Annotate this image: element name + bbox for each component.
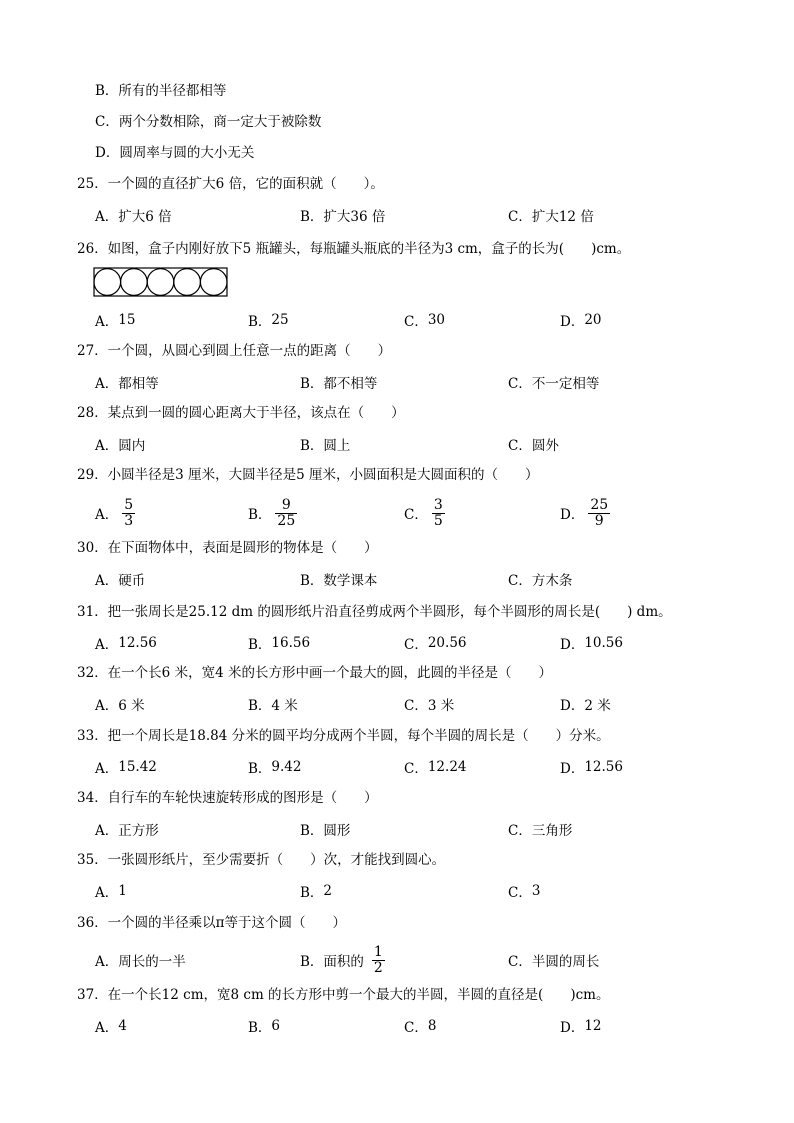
question-text: ．一个圆的半径乘以π等于这个圆（ ） (94, 915, 347, 931)
options-29 (95, 491, 754, 535)
question-35 (77, 851, 445, 869)
fraction: $\frac{1}{2}$ (373, 943, 383, 976)
option-c[interactable]: C． 方木条 (508, 573, 573, 589)
option-d[interactable]: D． $\frac{25}{9}$ (560, 496, 609, 529)
option-c[interactable]: C． $\frac{3}{5}$ (404, 496, 443, 529)
question-number: 32 (77, 665, 95, 681)
options-33 (95, 750, 754, 784)
question-26 (77, 240, 630, 258)
options-28 (95, 427, 754, 461)
option-a[interactable]: A． 4 (95, 1018, 127, 1036)
options-26 (95, 303, 754, 337)
can-circle (121, 269, 148, 296)
question-number: 25 (77, 176, 95, 192)
option-d[interactable]: D． 20 (560, 312, 602, 330)
question-25 (77, 175, 384, 193)
question-number: 36 (77, 915, 95, 931)
option-b[interactable]: B． 2 (300, 883, 333, 901)
box-outline (94, 268, 227, 296)
option-b[interactable]: B． 圆上 (300, 438, 351, 454)
question-text: ．自行车的车轮快速旋转形成的图形是（ ） (94, 790, 378, 806)
fraction: $\frac{9}{25}$ (277, 496, 296, 529)
option-a[interactable]: A． 15 (95, 312, 136, 330)
question-number: 35 (77, 852, 95, 868)
option-a[interactable]: A． $\frac{5}{3}$ (95, 496, 134, 529)
option-c[interactable]: C． 扩大12 倍 (508, 209, 594, 225)
option-b[interactable]: B． $\frac{9}{25}$ (248, 496, 296, 529)
option-b[interactable]: B． 16.56 (248, 635, 311, 653)
options-32 (95, 687, 754, 721)
question-text: ．在一个长12 cm，宽8 cm 的长方形中剪一个最大的半圆，半圆的直径是( )cm。 (94, 987, 610, 1003)
option-b[interactable]: B． 扩大36 倍 (300, 209, 386, 225)
question-27 (77, 342, 391, 360)
question-text: ．一个圆的直径扩大6 倍，它的面积就（ ）。 (94, 176, 384, 192)
question-number: 29 (77, 467, 95, 483)
options-36 (95, 938, 754, 982)
option-b[interactable]: B． 4 米 (248, 698, 298, 714)
option-a[interactable]: A． 周长的一半 (95, 954, 186, 970)
question-text: ．小圆半径是3 厘米，大圆半径是5 厘米，小圆面积是大圆面积的（ ） (94, 467, 539, 483)
options-25 (95, 198, 754, 232)
question-text: ．一张圆形纸片，至少需要折（ ）次，才能找到圆心。 (94, 852, 446, 868)
fraction: $\frac{5}{3}$ (124, 496, 134, 529)
option-a[interactable]: A． 正方形 (95, 823, 159, 839)
option-c[interactable]: C． 圆外 (508, 438, 559, 454)
question-30 (77, 539, 378, 557)
option-c[interactable]: C． 3 米 (404, 698, 455, 714)
question-text: ．把一个周长是18.84 分米的圆平均分成两个半圆，每个半圆的周长是（ ）分米。 (94, 728, 610, 744)
question-text: ．一个圆，从圆心到圆上任意一点的距离（ ） (94, 343, 392, 359)
question-34 (77, 789, 378, 807)
option-c[interactable]: C． 3 (508, 883, 541, 901)
option-d[interactable]: D． 12.56 (560, 759, 623, 777)
question-number: 34 (77, 790, 95, 806)
options-34 (95, 812, 754, 846)
prev-option-c: C．两个分数相除，商一定大于被除数 (95, 114, 322, 130)
can-circle (94, 269, 121, 296)
question-32 (77, 664, 552, 682)
option-a[interactable]: A． 圆内 (95, 438, 146, 454)
fraction: $\frac{25}{9}$ (590, 496, 609, 529)
options-27 (95, 365, 754, 399)
option-b[interactable]: B． 都不相等 (300, 376, 378, 392)
option-c[interactable]: C． 8 (404, 1018, 437, 1036)
option-b[interactable]: B． 6 (248, 1018, 281, 1036)
question-text: ．某点到一圆的圆心距离大于半径，该点在（ ） (94, 405, 405, 421)
option-c[interactable]: C． 半圆的周长 (508, 954, 600, 970)
options-37 (95, 1009, 754, 1043)
question-28 (77, 404, 405, 422)
option-c[interactable]: C． 20.56 (404, 635, 467, 653)
can-circle (147, 269, 174, 296)
option-b[interactable]: B． 面积的 $\frac{1}{2}$ (300, 943, 383, 976)
options-31 (95, 626, 754, 660)
option-b[interactable]: B． 9.42 (248, 759, 302, 777)
options-35 (95, 874, 754, 908)
option-a[interactable]: A． 1 (95, 883, 127, 901)
option-c[interactable]: C． 12.24 (404, 759, 467, 777)
prev-option-b: B．所有的半径都相等 (95, 83, 227, 99)
question-33 (77, 727, 610, 745)
question-37 (77, 986, 609, 1004)
question-number: 37 (77, 987, 95, 1003)
question-text: ．在下面物体中，表面是圆形的物体是（ ） (94, 540, 378, 556)
option-a[interactable]: A． 都相等 (95, 376, 159, 392)
question-31 (77, 603, 672, 621)
question-text: ．如图，盒子内刚好放下5 瓶罐头，每瓶罐头瓶底的半径为3 cm，盒子的长为( )cm。 (94, 241, 631, 257)
question-36 (77, 914, 346, 932)
prev-option-d: D．圆周率与圆的大小无关 (95, 145, 255, 161)
question-29 (77, 466, 538, 484)
option-a[interactable]: A． 扩大6 倍 (95, 209, 172, 225)
question-number: 28 (77, 405, 95, 421)
can-circle (174, 269, 201, 296)
option-b[interactable]: B． 圆形 (300, 823, 351, 839)
option-c[interactable]: C． 30 (404, 312, 446, 330)
option-a[interactable]: A． 硬币 (95, 573, 146, 589)
option-b[interactable]: B． 数学课本 (300, 573, 378, 589)
option-a[interactable]: A． 15.42 (95, 759, 157, 777)
question-text: ．把一张周长是25.12 dm 的圆形纸片沿直径剪成两个半圆形，每个半圆形的周长是( ) dm。 (94, 604, 672, 620)
options-30 (95, 562, 754, 596)
option-c[interactable]: C． 不一定相等 (508, 376, 600, 392)
question-number: 31 (77, 604, 95, 620)
option-d[interactable]: D． 2 米 (560, 698, 611, 714)
box-with-cans-figure (93, 267, 229, 297)
option-a[interactable]: A． 12.56 (95, 635, 157, 653)
can-circle (200, 269, 227, 296)
question-text: ．在一个长6 米，宽4 米的长方形中画一个最大的圆，此圆的半径是（ ） (94, 665, 552, 681)
fraction: $\frac{3}{5}$ (433, 496, 443, 529)
option-c[interactable]: C． 三角形 (508, 823, 573, 839)
question-number: 30 (77, 540, 95, 556)
option-b[interactable]: B． 25 (248, 312, 289, 330)
question-number: 26 (77, 241, 95, 257)
option-a[interactable]: A． 6 米 (95, 698, 145, 714)
question-number: 27 (77, 343, 95, 359)
question-number: 33 (77, 728, 95, 744)
option-d[interactable]: D． 12 (560, 1018, 602, 1036)
option-d[interactable]: D． 10.56 (560, 635, 623, 653)
